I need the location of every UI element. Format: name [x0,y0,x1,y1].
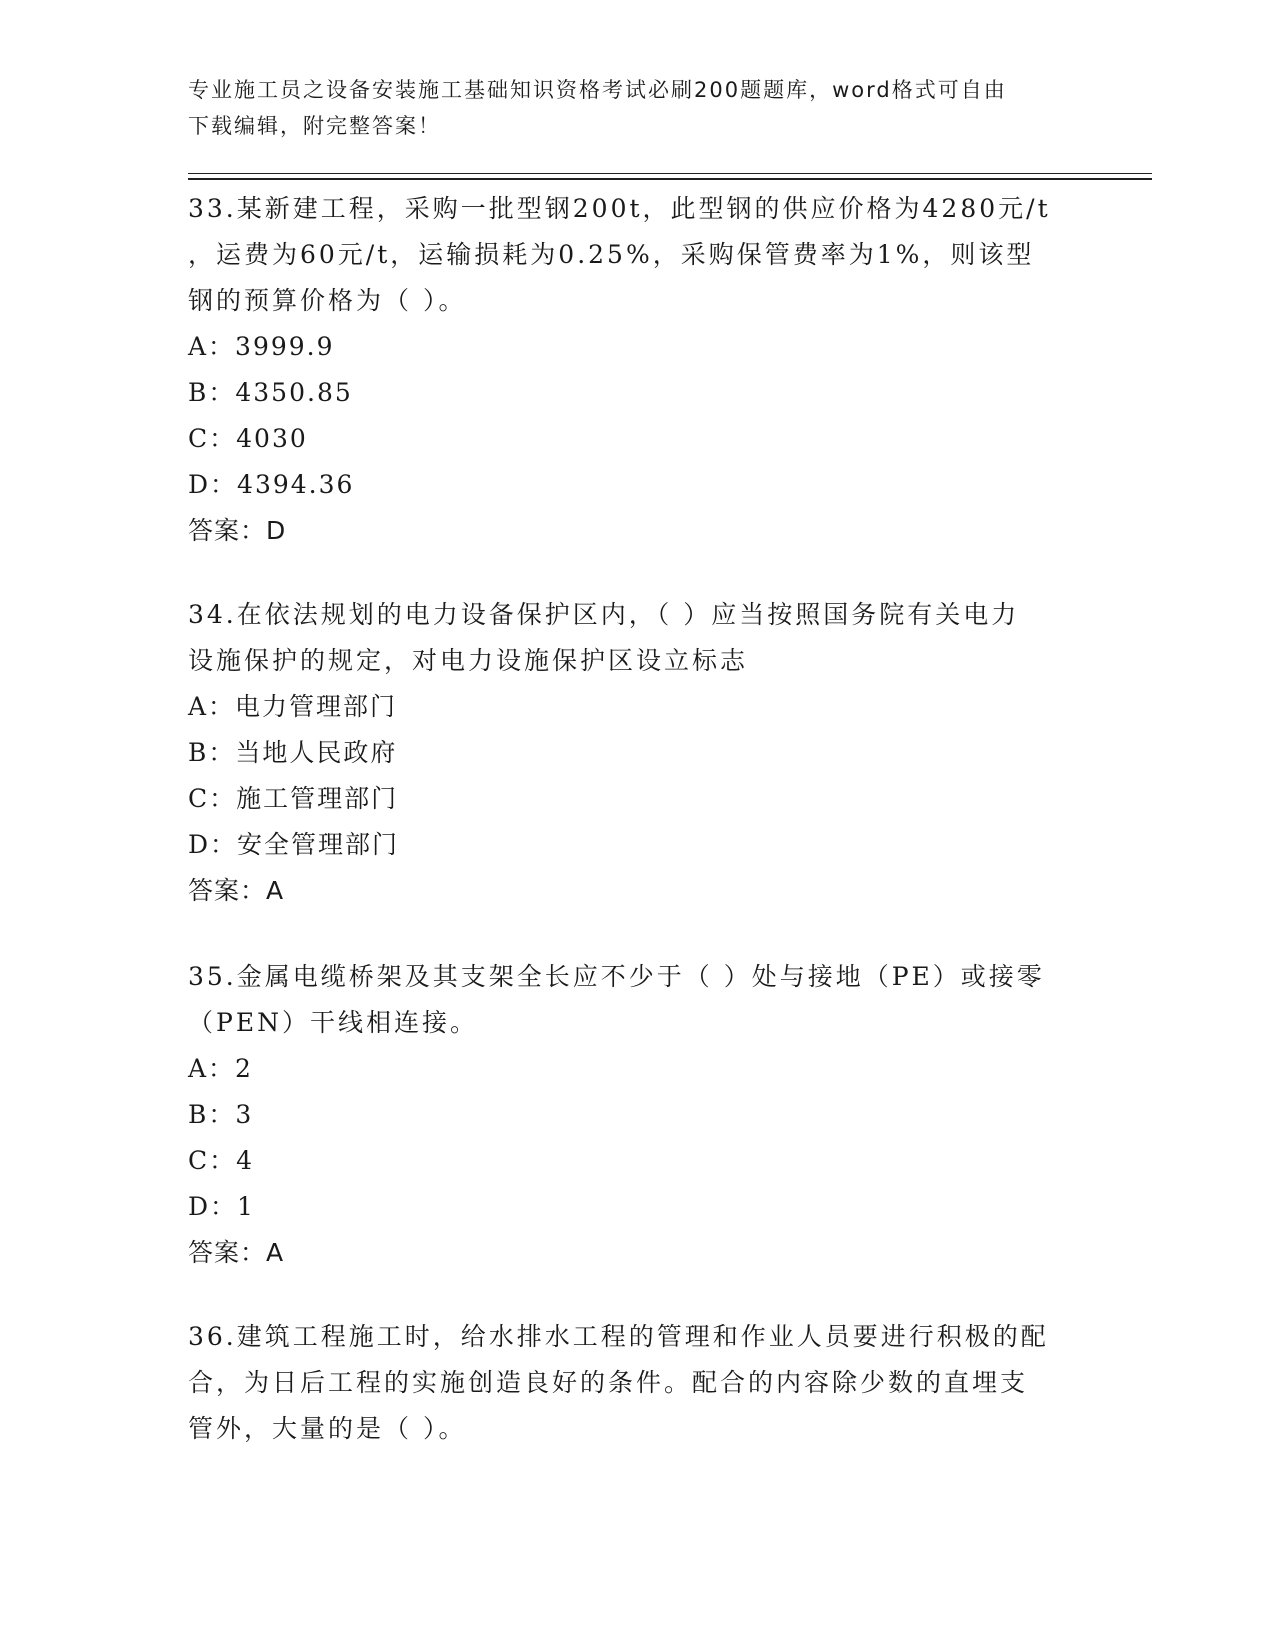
option-d: D：安全管理部门 [188,830,400,859]
option-c: C：4 [188,1146,255,1175]
option-a: A：2 [188,1054,253,1083]
document-header [188,72,1068,144]
question-text-line: ，运费为60元/t，运输损耗为0.25%，采购保管费率为1%，则该型 [188,240,1035,269]
option-d: D：4394.36 [188,470,355,499]
option-b: B：4350.85 [188,378,353,407]
option-c: C：4030 [188,424,308,453]
question-34 [188,592,1068,914]
question-text-line: （PEN）干线相连接。 [188,1008,478,1037]
question-text-line: 合，为日后工程的实施创造良好的条件。配合的内容除少数的直埋支 [188,1368,1029,1397]
option-a: A：电力管理部门 [188,692,398,721]
option-b: B：3 [188,1100,254,1129]
header-divider-thin [188,173,1152,174]
answer-label: 答案：A [188,876,285,905]
question-33 [188,186,1068,554]
answer-label: 答案：D [188,516,287,545]
question-text-line: 管外，大量的是（ ）。 [188,1414,467,1443]
option-b: B：当地人民政府 [188,738,398,767]
question-text-line: 34.在依法规划的电力设备保护区内，（ ）应当按照国务院有关电力 [188,600,1020,629]
question-text-line: 设施保护的规定，对电力设施保护区设立标志 [188,646,749,675]
question-text-line: 钢的预算价格为（ ）。 [188,286,467,315]
option-c: C：施工管理部门 [188,784,399,813]
option-d: D：1 [188,1192,255,1221]
answer-label: 答案：A [188,1238,285,1267]
question-36 [188,1314,1068,1452]
header-divider-thick [188,178,1152,180]
header-line-2: 下载编辑，附完整答案！ [188,114,441,138]
question-text-line: 33.某新建工程，采购一批型钢200t，此型钢的供应价格为4280元/t [188,194,1051,223]
header-line-1: 专业施工员之设备安装施工基础知识资格考试必刷200题题库，word格式可自由 [188,78,1007,102]
option-a: A：3999.9 [188,332,335,361]
question-text-line: 36.建筑工程施工时，给水排水工程的管理和作业人员要进行积极的配 [188,1322,1049,1351]
question-35 [188,954,1068,1276]
question-text-line: 35.金属电缆桥架及其支架全长应不少于（ ）处与接地（PE）或接零 [188,962,1045,991]
